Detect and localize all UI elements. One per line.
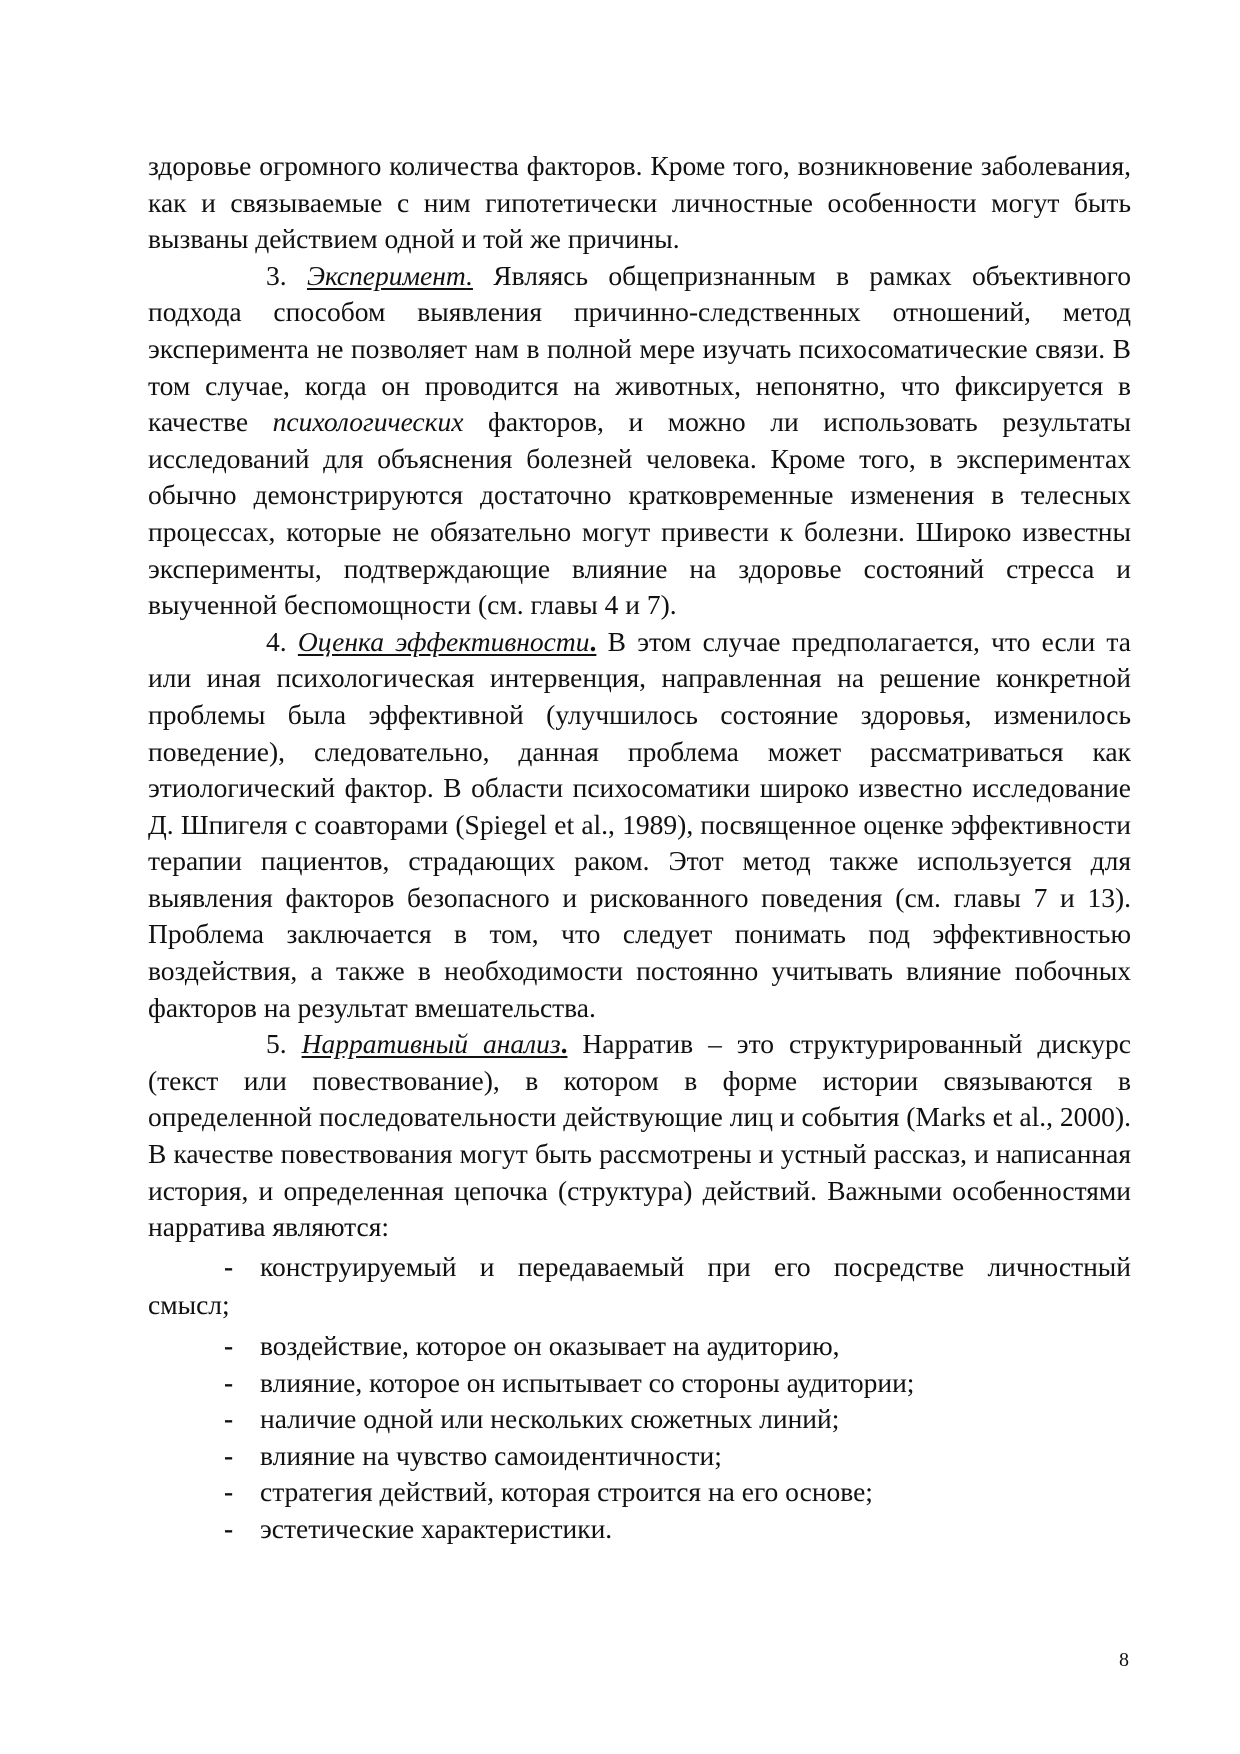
section-number: 5.: [266, 1028, 287, 1060]
list-item: [148, 1365, 1131, 1402]
section-experiment: [148, 258, 1131, 624]
dash-bullet-icon: -: [224, 1403, 234, 1435]
section-title-period: .: [589, 625, 597, 657]
dash-bullet-icon: -: [224, 1439, 234, 1471]
section-text: ). В качестве повествования могут быть рассмотрены и устный рассказ, и написанная история, и определенная цепочка (структура) действий. Важными особенностями нарратива являются:: [148, 1101, 1131, 1243]
list-item-text: конструируемый и передаваемый при его посредстве личностный: [260, 1250, 1131, 1282]
section-title: Эксперимент: [306, 259, 467, 291]
section-text: факторов, и можно ли использовать результаты исследований для объяснения болезней человека. Кроме того, в экспериментах обычно демонстрируются достаточно кратковременные изменения в телесных процессах, которые не обязательно могут привести к болезни. Широко известны эксперименты, подтверждающие влияние на здоровье состояний стресса и выученной беспомощности (см. главы 4 и 7).: [148, 406, 1131, 621]
section-title: Нарративный анализ: [301, 1028, 561, 1060]
citation: Spiegel et al., 1989: [464, 808, 678, 840]
section-title-period: .: [560, 1028, 568, 1060]
section-number: 3.: [266, 259, 287, 291]
list-item-continuation: смысл;: [148, 1289, 230, 1321]
list-item-text: влияние, которое он испытывает со стороны аудитории;: [260, 1366, 915, 1398]
list-item-text: наличие одной или нескольких сюжетных линий;: [260, 1403, 840, 1435]
section-narrative-analysis: [148, 1026, 1131, 1246]
list-item: [148, 1328, 1131, 1365]
dash-bullet-icon: -: [224, 1512, 234, 1544]
page-number: 8: [1119, 1649, 1129, 1671]
section-effectiveness-evaluation: [148, 624, 1131, 1027]
list-item: [148, 1511, 1131, 1548]
italic-emphasis: психологических: [272, 406, 464, 438]
list-item-text: воздействие, которое он оказывает на аудиторию,: [260, 1330, 840, 1361]
list-item: [148, 1249, 1131, 1324]
list-item-text: эстетические характеристики.: [260, 1512, 613, 1544]
list-item: [148, 1438, 1131, 1475]
section-text: ), посвященное оценке эффективности терапии пациентов, страдающих раком. Этот метод также используется для выявления факторов безопасного и рискованного поведения (см. главы 7 и 13). Проблема заключается в том, что следует понимать под эффективностью воздействия, а также в необходимости постоянно учитывать влияние побочных факторов на результат вмешательства.: [148, 808, 1132, 1023]
dash-bullet-icon: -: [224, 1366, 234, 1398]
section-text: Нарратив – это структурированный дискурс (текст или повествование), в котором в форме истории связываются в определенной последовательности действующие лиц и события (: [148, 1028, 1131, 1133]
section-text: Являясь общепризнанным в рамках объективного подхода способом выявления причинно-следственных отношений, метод эксперимента не позволяет нам в полной мере изучать психосоматические связи. В том случае, когда он проводится на животных, непонятно, что фиксируется в качестве: [148, 259, 1131, 438]
section-text: В этом случае предполагается, что если та или иная психологическая интервенция, направленная на решение конкретной проблемы была эффективной (улучшилось состояние здоровья, изменилось поведение), следовательно, данная проблема может рассматриваться как этиологический фактор. В области психосоматики широко известно исследование Д. Шпигеля с соавторами (: [148, 625, 1131, 840]
dash-bullet-icon: -: [224, 1250, 234, 1282]
section-number: 4.: [266, 625, 287, 657]
dash-bullet-icon: -: [224, 1476, 234, 1508]
list-item-text: влияние на чувство самоидентичности;: [260, 1439, 722, 1471]
opening-paragraph: здоровье огромного количества факторов. Кроме того, возникновение заболевания, как и связываемые с ним гипотетически личностные особенности могут быть вызваны действием одной и той же причины.: [148, 150, 1131, 255]
narrative-features-list: [148, 1249, 1131, 1548]
document-page-body: [148, 148, 1131, 1548]
list-item: [148, 1474, 1131, 1511]
citation: Marks et al., 2000: [915, 1101, 1115, 1133]
list-item: [148, 1401, 1131, 1438]
list-item-text: стратегия действий, которая строится на его основе;: [260, 1476, 873, 1508]
section-title-period: .: [466, 259, 473, 291]
section-title: Оценка эффективности: [297, 625, 590, 657]
dash-bullet-icon: -: [224, 1330, 234, 1361]
